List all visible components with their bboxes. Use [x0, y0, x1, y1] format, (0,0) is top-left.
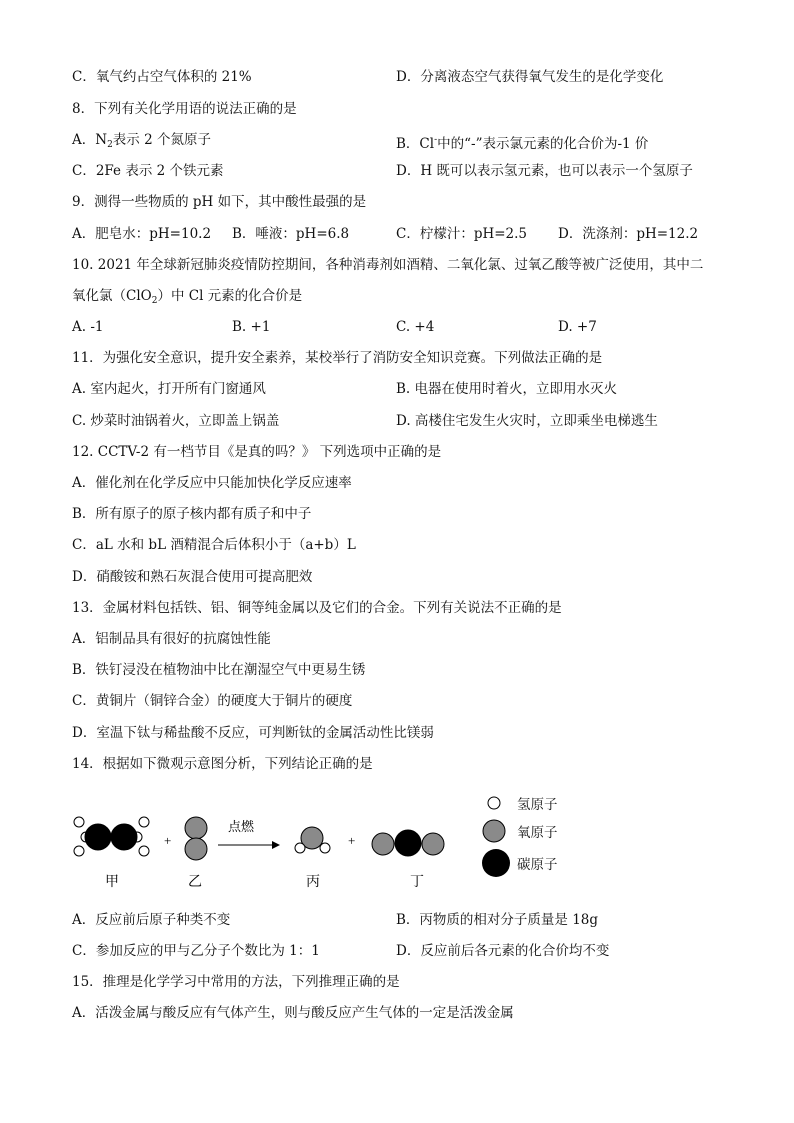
q11-option-a: A. 室内起火，打开所有门窗通风 — [72, 381, 266, 397]
carbon-swatch-icon — [481, 848, 511, 878]
q9-option-d: D．洗涤剂：pH=12.2 — [558, 226, 699, 242]
q12-option-d: D．硝酸铵和熟石灰混合使用可提高肥效 — [72, 569, 313, 585]
q14-option-a: A．反应前后原子种类不变 — [72, 912, 231, 928]
hydrogen-atom — [139, 846, 149, 856]
q8-option-b: B．Cl-中的“-”表示氯元素的化合价为-1 价 — [396, 135, 649, 152]
legend-carbon — [481, 850, 558, 876]
legend-oxygen-label: 氧原子 — [517, 825, 558, 841]
label-bing: 丙 — [306, 874, 320, 890]
q14-option-d: D．反应前后各元素的化合价均不变 — [396, 943, 610, 959]
molecule-yi — [185, 817, 207, 860]
q10-option-b: B. +1 — [232, 319, 271, 335]
q9-stem: 9．测得一些物质的 pH 如下，其中酸性最强的是 — [72, 194, 367, 210]
carbon-atom — [395, 830, 421, 856]
q14-option-b: B．丙物质的相对分子质量是 18g — [396, 912, 599, 928]
q9-option-a: A．肥皂水：pH=10.2 — [72, 226, 212, 242]
q15-stem: 15．推理是化学学习中常用的方法，下列推理正确的是 — [72, 974, 400, 990]
molecule-bing — [295, 827, 330, 853]
q12-option-a: A．催化剂在化学反应中只能加快化学反应速率 — [72, 475, 352, 491]
label-jia: 甲 — [105, 874, 119, 890]
label-ding: 丁 — [410, 874, 424, 890]
hydrogen-atom — [74, 846, 84, 856]
hydrogen-atom — [295, 843, 305, 853]
legend-carbon-label: 碳原子 — [517, 857, 558, 873]
hydrogen-swatch-icon — [481, 790, 511, 816]
q15-option-a: A．活泼金属与酸反应有气体产生，则与酸反应产生气体的一定是活泼金属 — [72, 1005, 514, 1021]
q11-stem: 11．为强化安全意识，提升安全素养，某校举行了消防安全知识竞赛。下列做法正确的是 — [72, 350, 603, 366]
legend-oxygen — [481, 818, 558, 844]
q10-option-d: D. +7 — [558, 319, 597, 335]
q10-stem-line1: 10. 2021 年全球新冠肺炎疫情防控期间，各种消毒剂如酒精、二氧化氯、过氧乙酸等被广泛使用，其中二 — [72, 257, 704, 273]
q7-option-c: C．氧气约占空气体积的 21% — [72, 69, 252, 85]
legend-hydrogen — [481, 790, 558, 816]
molecule-jia — [74, 817, 149, 856]
q13-option-b: B．铁钉浸没在植物油中比在潮湿空气中更易生锈 — [72, 662, 366, 678]
q14-option-c: C．参加反应的甲与乙分子个数比为 1：1 — [72, 943, 320, 959]
q10-stem-line2: 氧化氯（ClO$_2$）中 Cl 元素的化合价是 — [72, 288, 303, 306]
hydrogen-atom — [320, 843, 330, 853]
q12-option-c: C．aL 水和 bL 酒精混合后体积小于（a+b）L — [72, 537, 356, 553]
oxygen-atom — [185, 838, 207, 860]
q9-option-c: C．柠檬汁：pH=2.5 — [396, 226, 528, 242]
reaction-condition: 点燃 — [228, 820, 255, 835]
oxygen-atom — [372, 833, 394, 855]
q9-option-b: B．唾液：pH=6.8 — [232, 226, 350, 242]
carbon-atom — [85, 824, 111, 850]
carbon-atom — [111, 824, 137, 850]
q10-option-a: A. -1 — [72, 319, 104, 335]
q13-stem: 13．金属材料包括铁、铝、铜等纯金属以及它们的合金。下列有关说法不正确的是 — [72, 600, 562, 616]
q10-option-c: C. +4 — [396, 319, 435, 335]
q7-option-d: D．分离液态空气获得氧气发生的是化学变化 — [396, 69, 664, 85]
q11-option-c: C. 炒菜时油锅着火，立即盖上锅盖 — [72, 413, 280, 429]
oxygen-atom — [422, 833, 444, 855]
q12-stem: 12. CCTV-2 有一档节目《是真的吗？》 下列选项中正确的是 — [72, 444, 442, 460]
q8-option-c: C．2Fe 表示 2 个铁元素 — [72, 163, 224, 179]
molecule-ding — [372, 830, 444, 856]
reaction-arrow-head — [272, 841, 280, 849]
diagram-legend — [481, 790, 601, 890]
plus-sign-1: + — [164, 833, 172, 848]
q11-option-d: D. 高楼住宅发生火灾时，立即乘坐电梯逃生 — [396, 413, 658, 429]
q13-option-d: D．室温下钛与稀盐酸不反应，可判断钛的金属活动性比镁弱 — [72, 725, 434, 741]
legend-hydrogen-label: 氢原子 — [517, 797, 558, 813]
hydrogen-atom — [139, 817, 149, 827]
q11-option-b: B. 电器在使用时着火，立即用水灭火 — [396, 381, 618, 397]
q8-option-d: D．H 既可以表示氢元素，也可以表示一个氢原子 — [396, 163, 693, 179]
q8-stem: 8．下列有关化学用语的说法正确的是 — [72, 101, 297, 117]
q14-stem: 14．根据如下微观示意图分析，下列结论正确的是 — [72, 756, 373, 772]
q8-option-a: A．$N_2$表示 2 个氮原子 — [72, 132, 211, 150]
q13-option-c: C．黄铜片（铜锌合金）的硬度大于铜片的硬度 — [72, 693, 353, 709]
oxygen-swatch-icon — [481, 818, 511, 844]
q12-option-b: B．所有原子的原子核内都有质子和中子 — [72, 506, 312, 522]
hydrogen-atom — [74, 817, 84, 827]
plus-sign-2: + — [348, 833, 356, 848]
oxygen-atom — [185, 817, 207, 839]
label-yi: 乙 — [188, 874, 202, 890]
q13-option-a: A．铝制品具有很好的抗腐蚀性能 — [72, 631, 271, 647]
